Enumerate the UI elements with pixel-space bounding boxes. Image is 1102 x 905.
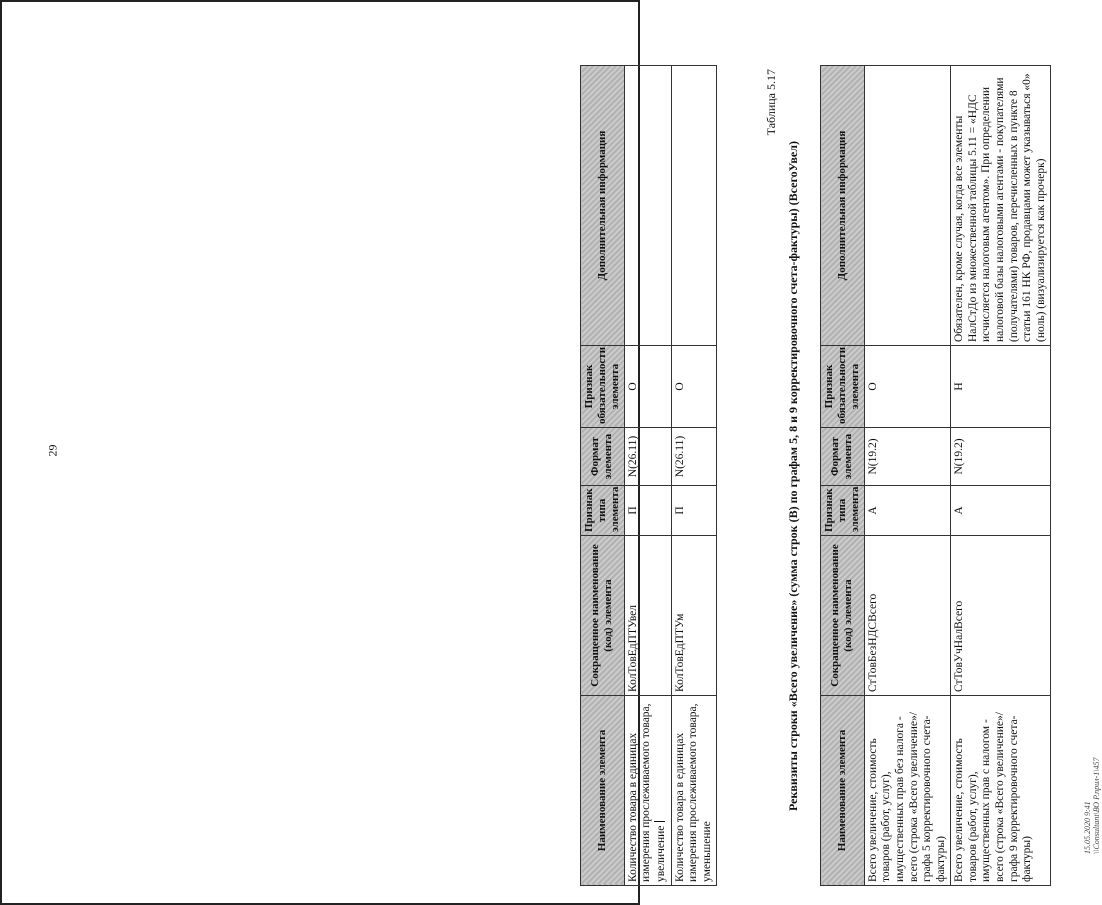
cell-short-code: СтТовБезНДСВсего: [864, 536, 950, 696]
cell-additional-info: [864, 66, 950, 346]
cell-short-code: КолТовЕдПТУвел: [624, 536, 671, 696]
header-element-name: Наименование элемента: [581, 696, 625, 886]
cell-element-name: Всего увеличение, стоимость товаров (работ, услуг), имущественных прав без налога - всего (строка «Всего увеличение»/графа 5 корректировочного счета-фактуры): [864, 696, 950, 886]
cell-required: О: [624, 346, 671, 428]
cell-additional-info: [671, 66, 717, 346]
table-total-increase: [820, 65, 1051, 886]
cell-required: О: [864, 346, 950, 428]
table-row: [864, 66, 950, 886]
header-short-code: Сокращенное наименование (код) элемента: [821, 536, 865, 696]
stamp-date: 15.05.2020 9:41: [1083, 801, 1092, 854]
cell-short-code: СтТовУчНалВсего: [951, 536, 1051, 696]
header-additional-info: Дополнительная информация: [581, 66, 625, 346]
table-header-row: [581, 66, 625, 886]
table-row: [624, 66, 671, 886]
cell-additional-info: [624, 66, 671, 346]
table-header-row: [821, 66, 865, 886]
table-row: [951, 66, 1051, 886]
table-element-quantities: [580, 65, 717, 886]
header-required: Признак обязательности элемента: [821, 346, 865, 428]
cell-element-name: Количество товара в единицах измерения прослеживаемого товара, уменьшение: [671, 696, 717, 886]
cell-type: П: [671, 486, 717, 536]
cell-type: А: [951, 486, 1051, 536]
cell-element-name: [624, 696, 671, 886]
cell-format: N(19.2): [864, 428, 950, 486]
cell-element-name: Всего увеличение, стоимость товаров (работ, услуг), имущественных прав с налогом - всего (строка «Всего увеличение»/графа 9 корректировочного счета-фактуры): [951, 696, 1051, 886]
cell-additional-info: Обязателен, кроме случая, когда все элементы НалСтДо из множественной таблицы 5.11 = «НДС исчисляется налоговым агентом». При определении налоговой базы налоговыми агентами - покупателями (получателями) товаров, перечисленных в пункте 8 статьи 161 НК РФ, продавцами может указываться «0» (ноль) (визуализируется как прочерк): [951, 66, 1051, 346]
cell-format: N(26.11): [671, 428, 717, 486]
header-type: Признак типа элемента: [581, 486, 625, 536]
header-short-code: Сокращенное наименование (код) элемента: [581, 536, 625, 696]
table-row: [671, 66, 717, 886]
header-format: Формат элемента: [581, 428, 625, 486]
cell-text: Количество товара в единицах измерения прослеживаемого товара, увеличение: [626, 703, 668, 882]
header-format: Формат элемента: [821, 428, 865, 486]
cell-format: N(19.2): [951, 428, 1051, 486]
cell-format: N(26.11): [624, 428, 671, 486]
cell-type: П: [624, 486, 671, 536]
header-type: Признак типа элемента: [821, 486, 865, 536]
cell-required: Н: [951, 346, 1051, 428]
header-additional-info: Дополнительная информация: [821, 66, 865, 346]
header-required: Признак обязательности элемента: [581, 346, 625, 428]
rotated-content: [574, 54, 1101, 894]
table-number-label: Таблица 5.17: [764, 69, 778, 136]
stamp-path: \\Consultant\ВО Р.прил-1\457: [1091, 757, 1101, 854]
cell-required: О: [671, 346, 717, 428]
print-stamp: [1084, 757, 1102, 854]
cell-short-code: КолТовЕдПТУм: [671, 536, 717, 696]
page-number: 29: [45, 444, 60, 457]
cell-type: А: [864, 486, 950, 536]
text-cursor-icon: [654, 821, 665, 822]
table-caption: Реквизиты строки «Всего увеличение» (сумма строк (В) по графам 5, 8 и 9 корректировочного счета-фактуры) (ВсегоУвел): [786, 141, 800, 811]
header-element-name: Наименование элемента: [821, 696, 865, 886]
